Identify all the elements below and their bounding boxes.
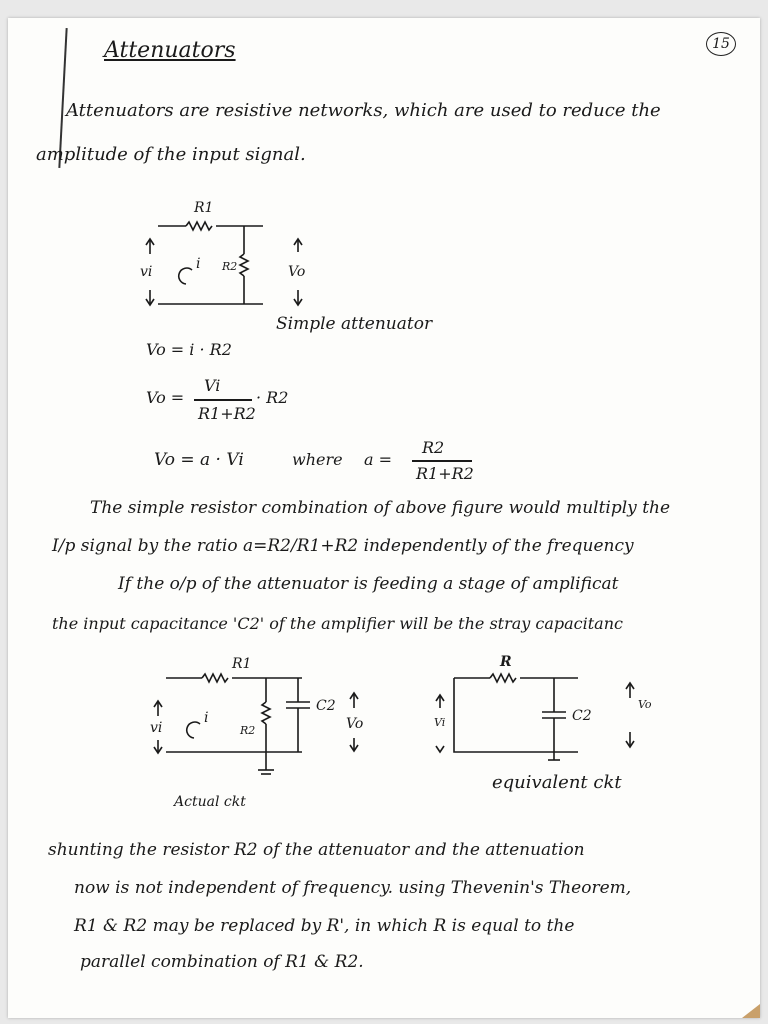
equation-2-denominator: R1+R2 [198,404,256,423]
para2-line-2: I/p signal by the ratio a=R2/R1+R2 independently of the frequency [52,536,634,556]
para3-line-4: parallel combination of R1 & R2. [80,952,364,972]
actual-circuit-diagram [142,652,372,782]
fig1-label-r2: R2 [222,260,238,273]
fig1-resistor-r2 [240,254,248,276]
fig2-caption: Actual ckt [174,794,246,810]
equation-2-lhs: Vo = [146,388,185,407]
fig2-resistor-r2 [262,702,270,724]
para2-line-3: If the o/p of the attenuator is feeding a stage of amplificat [118,574,619,594]
notebook-page [8,18,760,1018]
equation-2-numerator: Vi [204,376,221,395]
fig2-resistor-r1 [202,674,228,682]
fig1-resistor-r1 [186,222,212,230]
fig2-label-vo: Vo [346,716,364,732]
para3-line-3: R1 & R2 may be replaced by R', in which R is equal to the [74,916,575,936]
fig3-left-bottom-wire [454,678,578,752]
fig3-label-r: R [500,654,512,670]
fig1-label-r1: R1 [194,200,214,216]
fig3-label-vi: Vi [434,716,446,729]
fig2-label-i: i [204,710,209,726]
fig3-caption: equivalent ckt [492,772,622,793]
equation-1: Vo = i · R2 [146,340,232,359]
fig2-label-r2: R2 [240,724,256,737]
intro-line-1: Attenuators are resistive networks, which are used to reduce the [66,100,661,121]
equation-3-numerator: R2 [422,438,445,457]
equation-2-fraction-bar [194,399,252,401]
fig3-resistor-r [490,674,516,682]
fig2-label-c2: C2 [316,698,336,714]
equation-3-denominator: R1+R2 [416,464,474,483]
simple-attenuator-diagram [138,194,318,314]
intro-line-2: amplitude of the input signal. [36,144,306,165]
para2-line-4: the input capacitance 'C2' of the amplifier will be the stray capacitanc [52,614,623,633]
equation-2-tail: · R2 [256,388,289,407]
fig3-vi-arrowhead-down [436,746,444,752]
page-title: Attenuators [104,38,236,63]
equation-3-a: a = [364,450,393,469]
fig1-label-vo: Vo [288,264,306,280]
page-number: 15 [706,32,736,56]
fig1-current-loop-icon [179,268,192,284]
equation-3-fraction-bar [412,460,472,462]
para3-line-2: now is not independent of frequency. using Thevenin's Theorem, [74,878,632,898]
fig1-caption: Simple attenuator [276,314,433,334]
para2-line-1: The simple resistor combination of above figure would multiply the [90,498,671,518]
fig1-label-i: i [196,256,201,272]
fig2-label-r1: R1 [232,656,252,672]
fig2-label-vi: vi [150,720,163,736]
fig2-current-loop-icon [187,722,200,738]
page-corner-fold [742,1004,760,1018]
fig3-label-c2: C2 [572,708,592,724]
equation-3-where: where [292,450,343,469]
fig3-label-vo: Vo [638,698,652,711]
para3-line-1: shunting the resistor R2 of the attenuator and the attenuation [48,840,585,860]
equivalent-circuit-diagram [432,648,652,768]
fig1-label-vi: vi [140,264,153,280]
equation-3-lhs: Vo = a · Vi [154,450,244,470]
